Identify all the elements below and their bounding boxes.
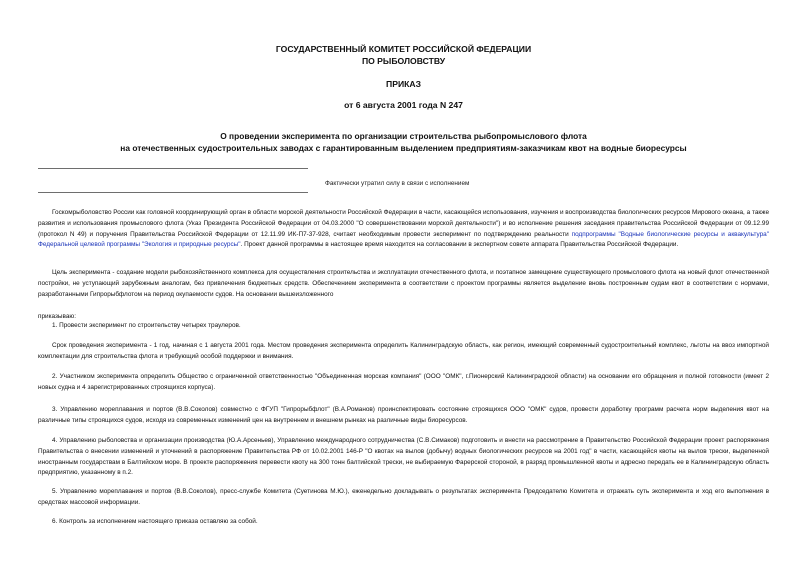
divider-bottom xyxy=(38,192,308,193)
order-item-1: 1. Провести эксперимент по строительству четырех траулеров. xyxy=(52,322,241,329)
doc-date-number: от 6 августа 2001 года N 247 xyxy=(344,100,463,110)
preamble-text-part1: Госкомрыболовство России как головной координирующий орган в области морской деятельности Российской Федерации в части, касающейся использования, изучения и воспроизводства биологических ресурсов Мирового океана, а также развития и использования промыслового флота (Указ Президента Российской Федерации от 04.03.2000 "О совершенствовании морской деятельности") и во исполнение решения заседания правительства Российской Федерации от 09.12.99 (протокол N 49) и поручения Правительства Российской Федерации от 12.11.99 ИК-П7-37-928, считает необходимым провести эксперимент по подтверждению реальности xyxy=(38,209,769,238)
org-name-line2: ПО РЫБОЛОВСТВУ xyxy=(361,56,446,66)
order-item-6: 6. Контроль за исполнением настоящего приказа оставляю за собой. xyxy=(52,518,258,525)
org-name-line1: ГОСУДАРСТВЕННЫЙ КОМИТЕТ РОССИЙСКОЙ ФЕДЕРАЦИИ xyxy=(275,44,532,54)
doc-title-line2: на отечественных судостроительных заводах с гарантированным выделением предприятиям-заказчикам квот на водные биоресурсы xyxy=(120,143,687,153)
preamble-text-part2: . Проект данной программы в настоящее время находится на согласовании в экспертном совете аппарата Правительства Российской Федерации. xyxy=(240,241,679,249)
order-item-term: Срок проведения эксперимента - 1 год, начиная с 1 августа 2001 года. Местом проведения эксперимента определить Калининградскую область, как регион, имеющий современный судостроительный комплекс, льготы на ввоз импортной комплектации для строительства флота и требующий особой поддержки и внимания. xyxy=(38,342,769,360)
order-item-3: 3. Управлению мореплавания и портов (В.В.Соколов) совместно с ФГУП "Гипрорыбфлот" (В.А.Романов) проинспектировать состояние строящихся ООО "ОМК" судов, провести доработку программ расчета норм выделения квот на различные типы строящихся судов, исходя из современных изменений цен на внутреннем и внешнем рынках на различные виды биоресурсов. xyxy=(38,406,769,424)
divider-top xyxy=(38,168,308,169)
preamble-paragraph xyxy=(38,208,769,251)
goal-paragraph: Цель эксперимента - создание модели рыбохозяйственного комплекса для осуществления строительства и эксплуатации отечественного флота, и поэтапное замещение существующего промыслового флота на новый флот отечественной постройки, не уступающий зарубежным аналогам, без привлечения бюджетных средств. Обеспечением эксперимента в соответствии с проектом программы является выделение вновь построенным судам квот в соответствии с нормами, разработанными Гипрорыбфлотом на период окупаемости судов. На основании вышеизложенного xyxy=(38,269,769,298)
doc-type: ПРИКАЗ xyxy=(386,79,421,89)
order-item-4: 4. Управлению рыболовства и организации производства (Ю.А.Арсеньев), Управлению международного сотрудничества (С.В.Симаков) подготовить и внести на рассмотрение в Правительство Российской Федерации проект распоряжения Правительства о внесении изменений и уточнений в распоряжение Правительства РФ от 10.02.2001 146-Р "О квотах на вылов (добычу) водных биологических ресурсов на 2001 год" в части, касающейся квоты на вылов трески, выделенной иностранным государствам в Балтийском море. В проекте распоряжения перевести квоту на 300 тонн балтийской трески, не выбираемую Фарерской стороной, в разряд промышленной квоты и адресно передать ее в Калининградскую область предприятию, указанному в п.2. xyxy=(38,437,769,477)
order-item-2: 2. Участником эксперимента определить Общество с ограниченной ответственностью "Объединенная морская компания" (ООО "ОМК", г.Пионерский Калининградской области) на основании его обращения и полной готовности (имеет 2 новых судна и 4 зарегистрированных строящихся корпуса). xyxy=(38,373,769,391)
program-link[interactable]: подпрограммы "Водные биологические ресурсы и аквакультура" Федеральной целевой программы "Экология и природные ресурсы" xyxy=(38,230,769,249)
status-note: Фактически утратил силу в связи с исполнением xyxy=(325,180,470,187)
order-word: приказываю: xyxy=(38,313,76,320)
doc-title-line1: О проведении эксперимента по организации строительства рыбопромыслового флота xyxy=(220,131,587,141)
order-item-5: 5. Управлению мореплавания и портов (В.В.Соколов), пресс-службе Комитета (Суетинова М.Ю.), еженедельно докладывать о результатах эксперимента Председателю Комитета и отражать суть эксперимента и ход его выполнения в средствах массовой информации. xyxy=(38,488,769,506)
